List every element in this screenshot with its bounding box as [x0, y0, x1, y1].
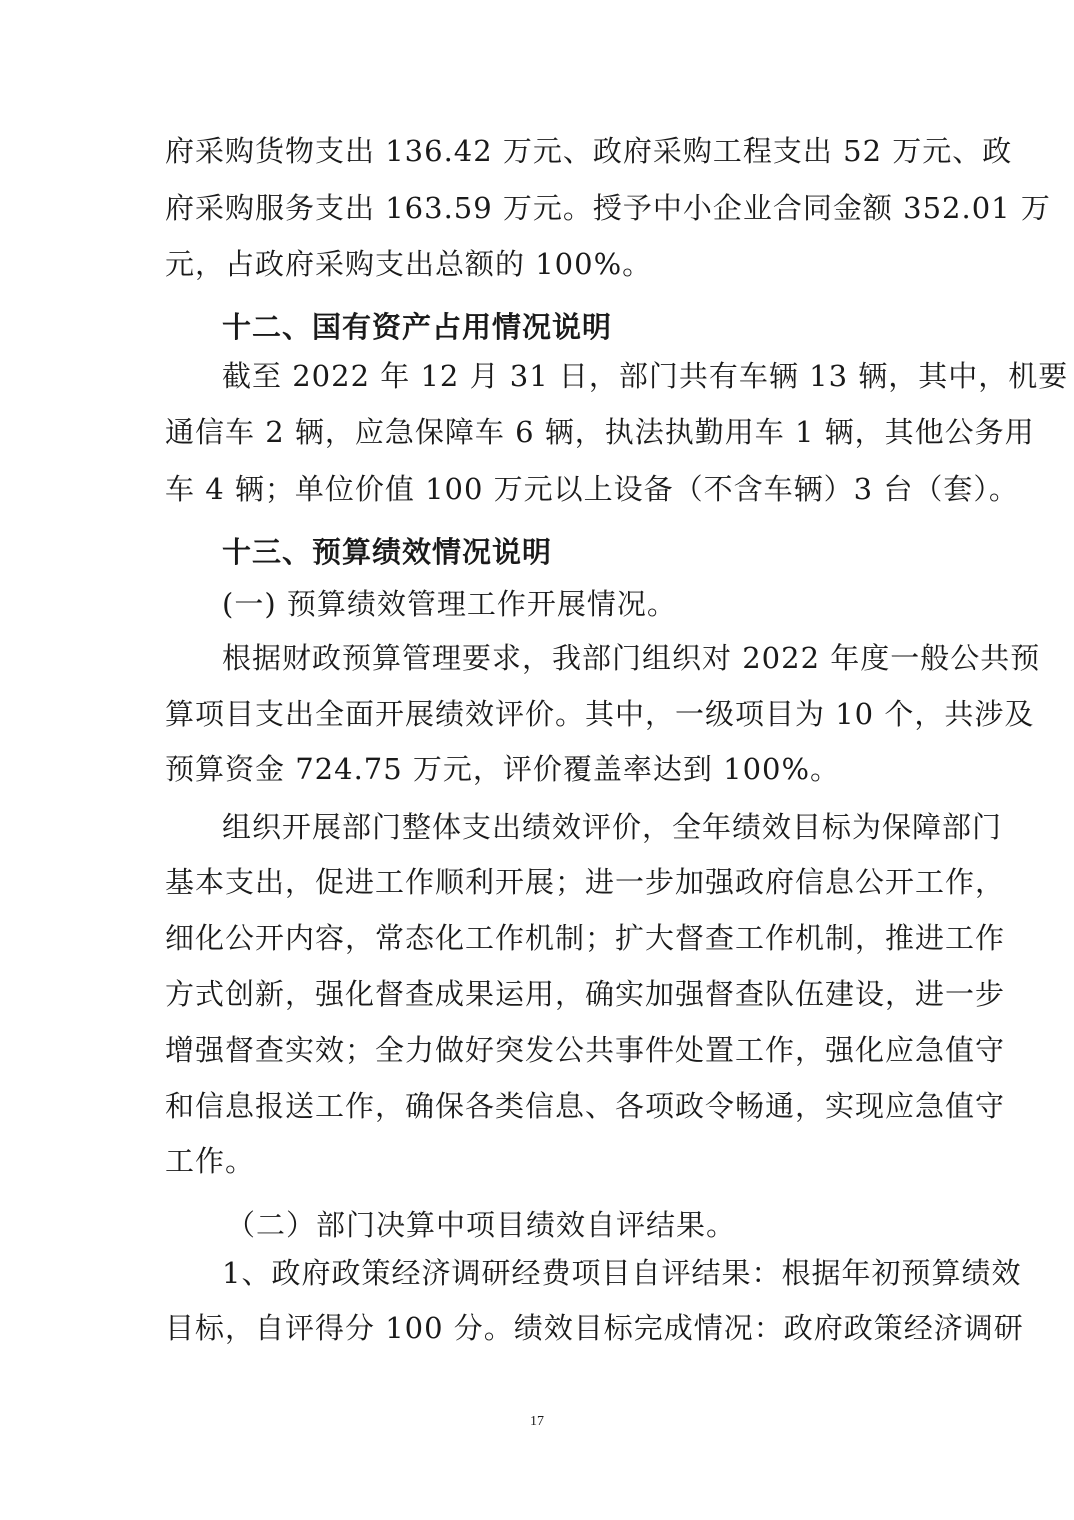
subsection-heading-2: （二）部门决算中项目绩效自评结果。: [226, 1208, 737, 1242]
paragraph-line: 府采购货物支出 136.42 万元、政府采购工程支出 52 万元、政: [165, 134, 1013, 168]
paragraph-line: 通信车 2 辆，应急保障车 6 辆，执法执勤用车 1 辆，其他公务用: [165, 415, 1035, 449]
paragraph-line: 预算资金 724.75 万元，评价覆盖率达到 100%。: [165, 752, 841, 786]
paragraph-line: 方式创新，强化督查成果运用，确实加强督查队伍建设，进一步: [165, 977, 1006, 1011]
section-heading-12: 十二、国有资产占用情况说明: [222, 310, 613, 344]
paragraph-line: 细化公开内容，常态化工作机制；扩大督查工作机制，推进工作: [165, 921, 1006, 955]
page-number: 17: [530, 1414, 544, 1429]
paragraph-line: 和信息报送工作，确保各类信息、各项政令畅通，实现应急值守: [165, 1089, 1006, 1123]
paragraph-line: 组织开展部门整体支出绩效评价，全年绩效目标为保障部门: [222, 810, 1003, 844]
paragraph-line: 增强督查实效；全力做好突发公共事件处置工作，强化应急值守: [165, 1033, 1006, 1067]
paragraph-line: 元，占政府采购支出总额的 100%。: [165, 247, 653, 281]
paragraph-line: 基本支出，促进工作顺利开展；进一步加强政府信息公开工作，: [165, 865, 1006, 899]
paragraph-line: 目标，自评得分 100 分。绩效目标完成情况：政府政策经济调研: [165, 1311, 1024, 1345]
paragraph-line: 车 4 辆；单位价值 100 万元以上设备（不含车辆）3 台（套）。: [165, 472, 1019, 506]
paragraph-line: 府采购服务支出 163.59 万元。授予中小企业合同金额 352.01 万: [165, 191, 1051, 225]
subsection-heading-1: (一) 预算绩效管理工作开展情况。: [222, 587, 677, 621]
paragraph-line: 1、政府政策经济调研经费项目自评结果：根据年初预算绩效: [222, 1256, 1022, 1290]
paragraph-line: 截至 2022 年 12 月 31 日，部门共有车辆 13 辆，其中，机要: [222, 359, 1069, 393]
paragraph-line: 根据财政预算管理要求，我部门组织对 2022 年度一般公共预: [222, 641, 1041, 675]
paragraph-line: 工作。: [165, 1144, 256, 1178]
paragraph-line: 算项目支出全面开展绩效评价。其中，一级项目为 10 个，共涉及: [165, 697, 1035, 731]
section-heading-13: 十三、预算绩效情况说明: [222, 535, 553, 569]
